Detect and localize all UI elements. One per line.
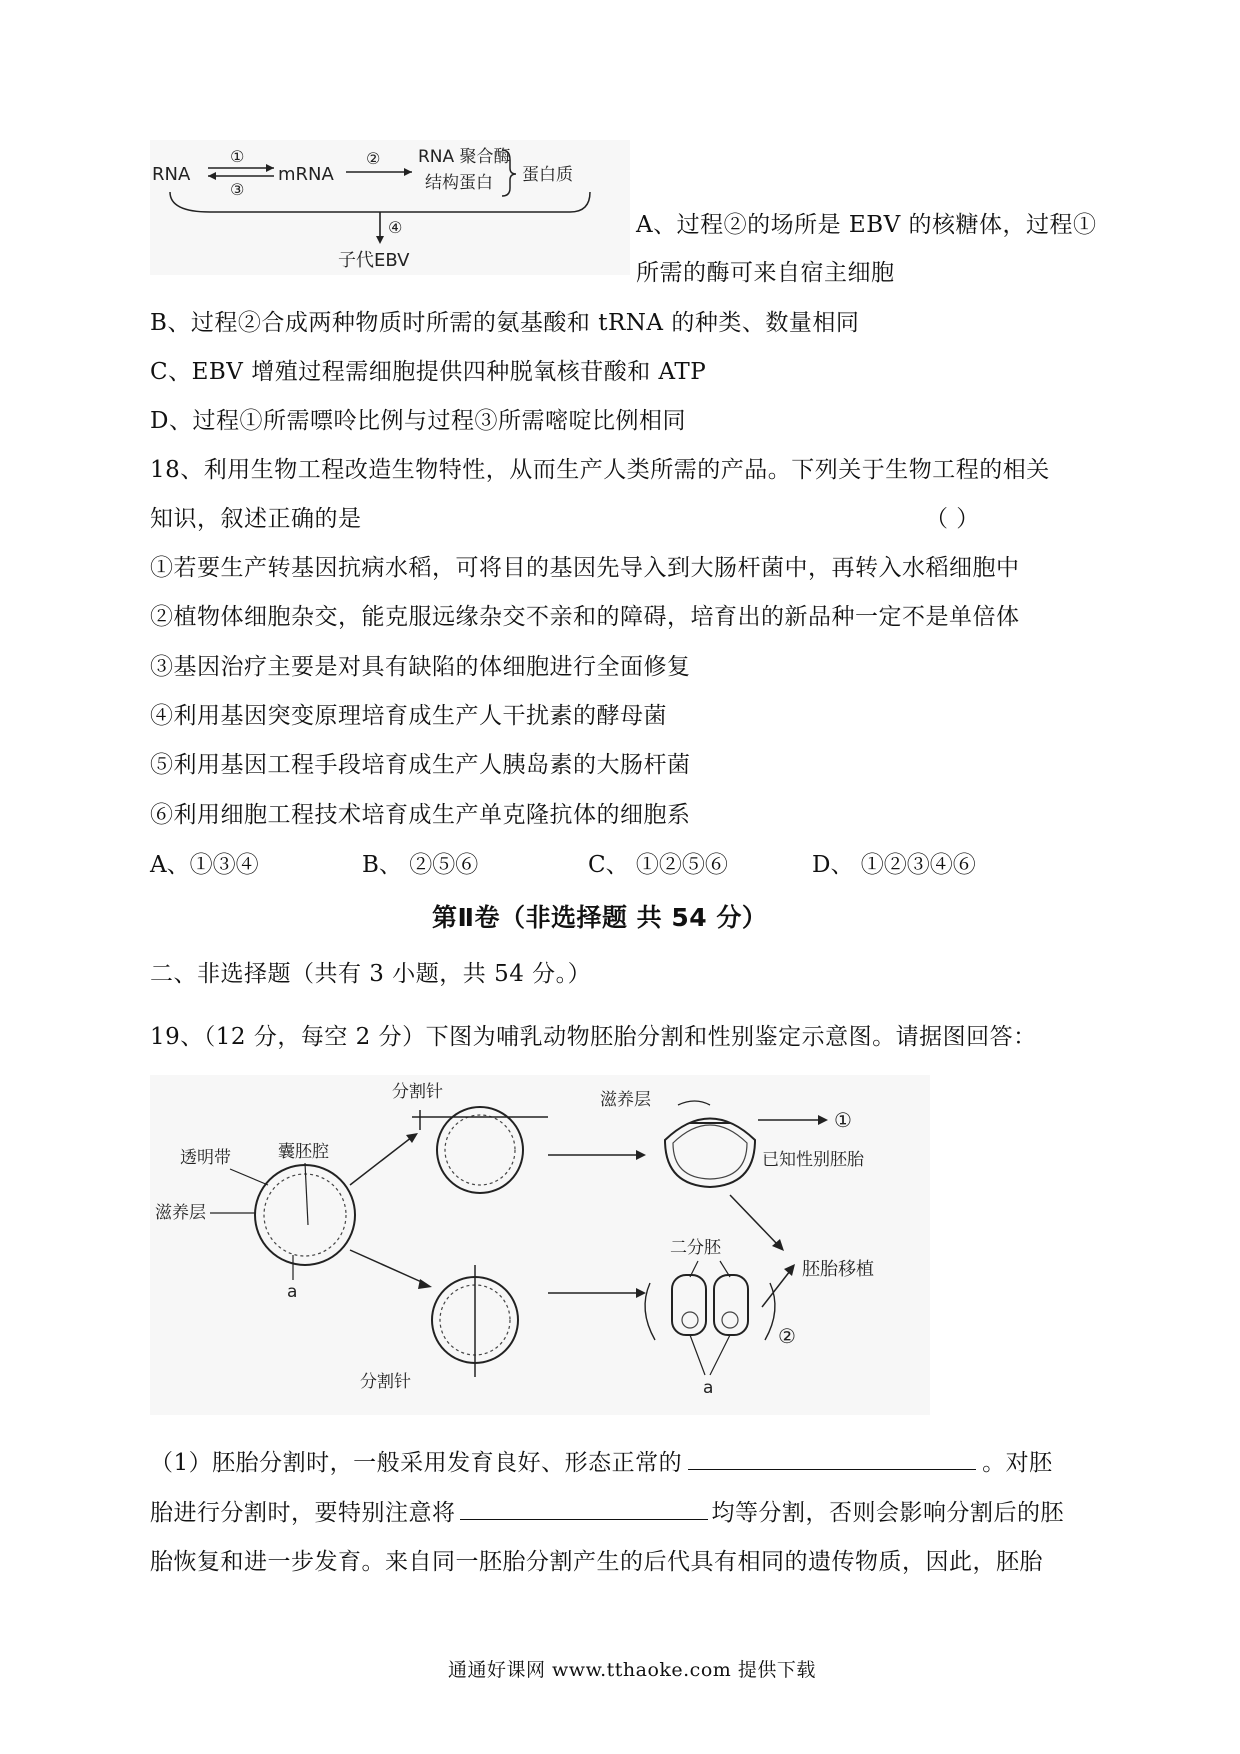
q18-stem-line2: 知识，叙述正确的是 <box>150 506 362 532</box>
q18-option-c: C、 ①②⑤⑥ <box>588 852 728 878</box>
circle-2-marker: ② <box>778 1324 796 1348</box>
structural-protein-label: 结构蛋白 <box>425 173 493 193</box>
q17-option-b: B、过程②合成两种物质时所需的氨基酸和 tRNA 的种类、数量相同 <box>150 310 860 336</box>
q19-part1-line1 <box>150 1444 1053 1477</box>
q19-part1-text-a: （1）胚胎分割时，一般采用发育良好、形态正常的 <box>150 1450 683 1476</box>
q18-option-a: A、①③④ <box>150 852 259 878</box>
q19-part1-line3: 胎恢复和进一步发育。来自同一胚胎分割产生的后代具有相同的遗传物质，因此，胚胎 <box>150 1549 1043 1575</box>
trophoblast-label: 滋养层 <box>155 1203 206 1223</box>
protein-label: 蛋白质 <box>522 165 573 185</box>
q19-part2-text-b: 均等分割，否则会影响分割后的胚 <box>711 1500 1064 1526</box>
known-sex-embryo-label: 已知性别胚胎 <box>762 1150 864 1170</box>
trophoblast-sampling-label: 滋养层 <box>600 1090 651 1110</box>
q18-stem-line1: 18、利用生物工程改造生物特性，从而生产人类所需的产品。下列关于生物工程的相关 <box>150 457 1050 483</box>
q17-option-c: C、EBV 增殖过程需细胞提供四种脱氧核苷酸和 ATP <box>150 359 707 385</box>
embryo-transfer-label: 胚胎移植 <box>802 1259 874 1280</box>
mrna-label: mRNA <box>278 164 334 185</box>
q18-item-6: ⑥利用细胞工程技术培育成生产单克隆抗体的细胞系 <box>150 802 691 828</box>
section-title: 第Ⅱ卷（非选择题 共 54 分） <box>432 903 768 932</box>
step-1-marker: ① <box>230 147 245 166</box>
section-subtitle: 二、非选择题（共有 3 小题，共 54 分。） <box>150 961 592 987</box>
q18-item-4: ④利用基因突变原理培育成生产人干扰素的酵母菌 <box>150 703 667 729</box>
ebv-replication-diagram <box>150 140 630 275</box>
q18-item-3: ③基因治疗主要是对具有缺陷的体细胞进行全面修复 <box>150 654 691 680</box>
q18-answer-bracket: （ ） <box>925 506 980 532</box>
q18-option-d: D、 ①②③④⑥ <box>812 852 976 878</box>
progeny-ebv-label: 子代EBV <box>338 250 410 271</box>
a-label-2: a <box>703 1378 714 1398</box>
step-3-marker: ③ <box>230 180 245 199</box>
q18-item-1: ①若要生产转基因抗病水稻，可将目的基因先导入到大肠杆菌中，再转入水稻细胞中 <box>150 555 1020 581</box>
q19-blank-1[interactable] <box>688 1447 976 1470</box>
rna-polymerase-label: RNA 聚合酶 <box>418 147 511 167</box>
q19-stem: 19、（12 分，每空 2 分）下图为哺乳动物胚胎分割和性别鉴定示意图。请据图回答： <box>150 1024 1037 1050</box>
circle-1-marker: ① <box>834 1108 852 1132</box>
q19-blank-2[interactable] <box>460 1497 708 1520</box>
step-4-marker: ④ <box>388 218 403 237</box>
q19-part1-text-b: 。对胚 <box>982 1450 1053 1476</box>
q17-option-d: D、过程①所需嘌呤比例与过程③所需嘧啶比例相同 <box>150 408 686 434</box>
blastocoel-label: 囊胚腔 <box>278 1142 329 1162</box>
page-footer: 通通好课网 www.tthaoke.com 提供下载 <box>448 1659 816 1681</box>
a-label: a <box>287 1282 298 1302</box>
q18-item-2: ②植物体细胞杂交，能克服远缘杂交不亲和的障碍，培育出的新品种一定不是单倍体 <box>150 604 1020 630</box>
q18-option-b: B、 ②⑤⑥ <box>362 852 479 878</box>
rna-label: RNA <box>152 164 191 185</box>
q17-option-a-line1: A、过程②的场所是 EBV 的核糖体，过程① <box>636 212 1097 238</box>
embryo-splitting-diagram <box>150 1075 930 1415</box>
zona-label: 透明带 <box>180 1148 231 1168</box>
step-2-marker: ② <box>366 149 381 168</box>
needle-top-label: 分割针 <box>392 1082 443 1102</box>
needle-bottom-label: 分割针 <box>360 1372 411 1392</box>
q17-option-a-line2: 所需的酶可来自宿主细胞 <box>636 260 895 286</box>
q19-part2-text-a: 胎进行分割时，要特别注意将 <box>150 1500 456 1526</box>
half-embryo-label: 二分胚 <box>670 1238 721 1258</box>
q19-part1-line2 <box>150 1494 1064 1527</box>
q18-item-5: ⑤利用基因工程手段培育成生产人胰岛素的大肠杆菌 <box>150 752 691 778</box>
